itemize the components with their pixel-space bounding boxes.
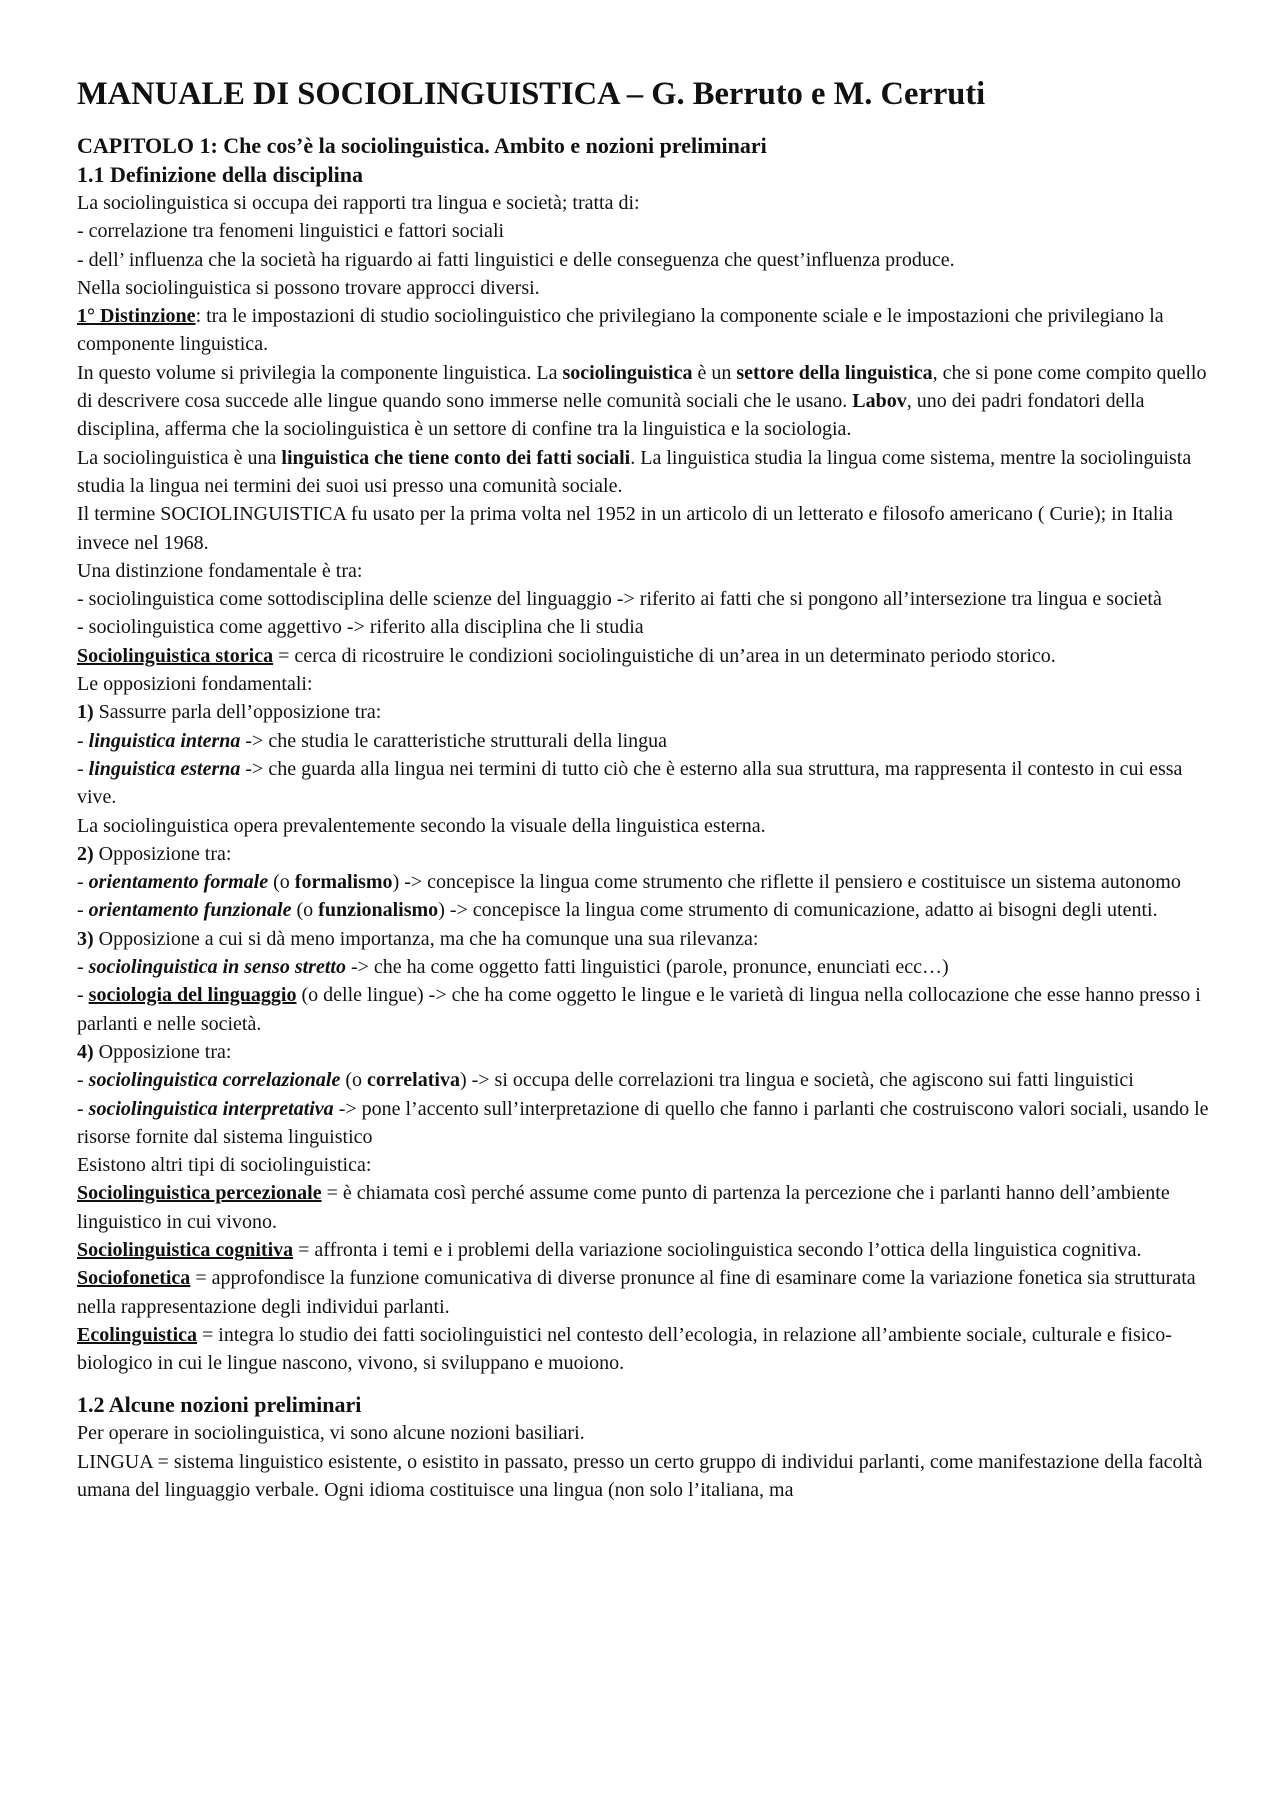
- section-heading-1-1: 1.1 Definizione della disciplina: [77, 162, 364, 187]
- list-item: - linguistica interna -> che studia le caratteristiche strutturali della lingua: [77, 729, 668, 752]
- paragraph-note: La sociolinguistica opera prevalentemente secondo la visuale della linguistica esterna.: [77, 814, 766, 837]
- term-distinzione: 1° Distinzione: [77, 305, 196, 328]
- paragraph-intro: La sociolinguistica si occupa dei rapporti tra lingua e società; tratta di:: [77, 192, 640, 214]
- paragraph-distinzione: 1° Distinzione: tra le impostazioni di studio sociolinguistico che privilegiano la componente sciale e le impostazioni che privilegiano la componente linguistica.: [77, 305, 1164, 356]
- section-heading-1-2: 1.2 Alcune nozioni preliminari: [77, 1392, 362, 1418]
- list-item: - sociologia del linguaggio (o delle lingue) -> che ha come oggetto le lingue e le varietà di lingua nella collocazione che esse hanno presso i parlanti e nelle società.: [77, 984, 1201, 1035]
- paragraph-altri-tipi: Esistono altri tipi di sociolinguistica:: [77, 1154, 372, 1177]
- opposition-3: 3) Opposizione a cui si dà meno importanza, ma che ha comunque una sua rilevanza:: [77, 927, 759, 950]
- definition-ecolinguistica: Ecolinguistica = integra lo studio dei fatti sociolinguistici nel contesto dell’ecologia, in relazione all’ambiente sociale, culturale e fisico-biologico in cui le lingue nascono, vivono, si sviluppano e muoiono.: [77, 1323, 1172, 1375]
- paragraph-termine: Il termine SOCIOLINGUISTICA fu usato per la prima volta nel 1952 in un articolo di un letterato e filosofo americano ( Curie); in Italia invece nel 1968.: [77, 503, 1173, 554]
- opposition-2: 2) Opposizione tra:: [77, 842, 232, 865]
- list-item: - dell’ influenza che la società ha riguardo ai fatti linguistici e delle conseguenza che quest’influenza produce.: [77, 248, 955, 271]
- paragraph-lingua: LINGUA = sistema linguistico esistente, o esistito in passato, presso un certo gruppo di individui parlanti, come manifestazione della facoltà umana del linguaggio verbale. Ogni idioma costituisce una lingua (non solo l’italiana, ma: [77, 1450, 1203, 1502]
- definition-percezionale: Sociolinguistica percezionale = è chiamata così perché assume come punto di partenza la percezione che i parlanti hanno dell’ambiente linguistico in cui vivono.: [77, 1182, 1170, 1233]
- opposition-1: 1) Sassurre parla dell’opposizione tra:: [77, 701, 382, 724]
- list-item: - sociolinguistica correlazionale (o correlativa) -> si occupa delle correlazioni tra lingua e società, che agiscono sui fatti linguistici: [77, 1069, 1134, 1092]
- list-item: - sociolinguistica interpretativa -> pone l’accento sull’interpretazione di quello che fanno i parlanti che costruiscono valori sociali, usando le risorse fornite dal sistema linguistico: [77, 1097, 1209, 1148]
- chapter-heading: CAPITOLO 1: Che cos’è la sociolinguistica. Ambito e nozioni preliminari: [77, 133, 767, 158]
- term-storica: Sociolinguistica storica: [77, 644, 274, 667]
- paragraph-opposizioni: Le opposizioni fondamentali:: [77, 673, 313, 696]
- paragraph-nozioni: Per operare in sociolinguistica, vi sono alcune nozioni basiliari.: [77, 1422, 585, 1445]
- paragraph-volume: In questo volume si privilegia la componente linguistica. La sociolinguistica è un settore della linguistica, che si pone come compito quello di descrivere cosa succede alle lingue quando sono immerse nelle comunità sociali che le usano. Labov, uno dei padri fondatori della disciplina, afferma che la sociolinguistica è un settore di confine tra la linguistica e la sociologia.: [77, 361, 1207, 441]
- list-item: - linguistica esterna -> che guarda alla lingua nei termini di tutto ciò che è esterno alla sua struttura, ma rappresenta il contesto in cui essa vive.: [77, 757, 1183, 809]
- paragraph-linguistica: La sociolinguistica è una linguistica che tiene conto dei fatti sociali. La linguistica studia la lingua come sistema, mentre la sociolinguista studia la lingua nei termini dei suoi usi presso una comunità sociale.: [77, 446, 1192, 497]
- list-item: - sociolinguistica in senso stretto -> che ha come oggetto fatti linguistici (parole, pronunce, enunciati ecc…): [77, 956, 949, 979]
- list-item: - sociolinguistica come sottodisciplina delle scienze del linguaggio -> riferito ai fatti che si pongono all’intersezione tra lingua e società: [77, 588, 1162, 611]
- list-item: - orientamento formale (o formalismo) -> concepisce la lingua come strumento che riflette il pensiero e costituisce un sistema autonomo: [77, 871, 1181, 894]
- list-item: - correlazione tra fenomeni linguistici e fattori sociali: [77, 220, 505, 243]
- definition-sociofonetica: Sociofonetica = approfondisce la funzione comunicativa di diverse pronunce al fine di esaminare come la variazione fonetica sia strutturata nella rappresentazione degli individui parlanti.: [77, 1267, 1196, 1318]
- definition-cognitiva: Sociolinguistica cognitiva = affronta i temi e i problemi della variazione sociolinguistica secondo l’ottica della linguistica cognitiva.: [77, 1238, 1142, 1261]
- paragraph-storica: Sociolinguistica storica = cerca di ricostruire le condizioni sociolinguistiche di un’area in un determinato periodo storico.: [77, 644, 1056, 667]
- list-item: - orientamento funzionale (o funzionalismo) -> concepisce la lingua come strumento di comunicazione, adatto ai bisogni degli utenti.: [77, 899, 1158, 922]
- paragraph-approcci: Nella sociolinguistica si possono trovare approcci diversi.: [77, 276, 540, 299]
- paragraph-distinzione-fondamentale: Una distinzione fondamentale è tra:: [77, 559, 363, 582]
- opposition-4: 4) Opposizione tra:: [77, 1040, 232, 1063]
- list-item: - sociolinguistica come aggettivo -> riferito alla disciplina che li studia: [77, 616, 644, 639]
- document-title: MANUALE DI SOCIOLINGUISTICA – G. Berruto e M. Cerruti: [77, 76, 986, 112]
